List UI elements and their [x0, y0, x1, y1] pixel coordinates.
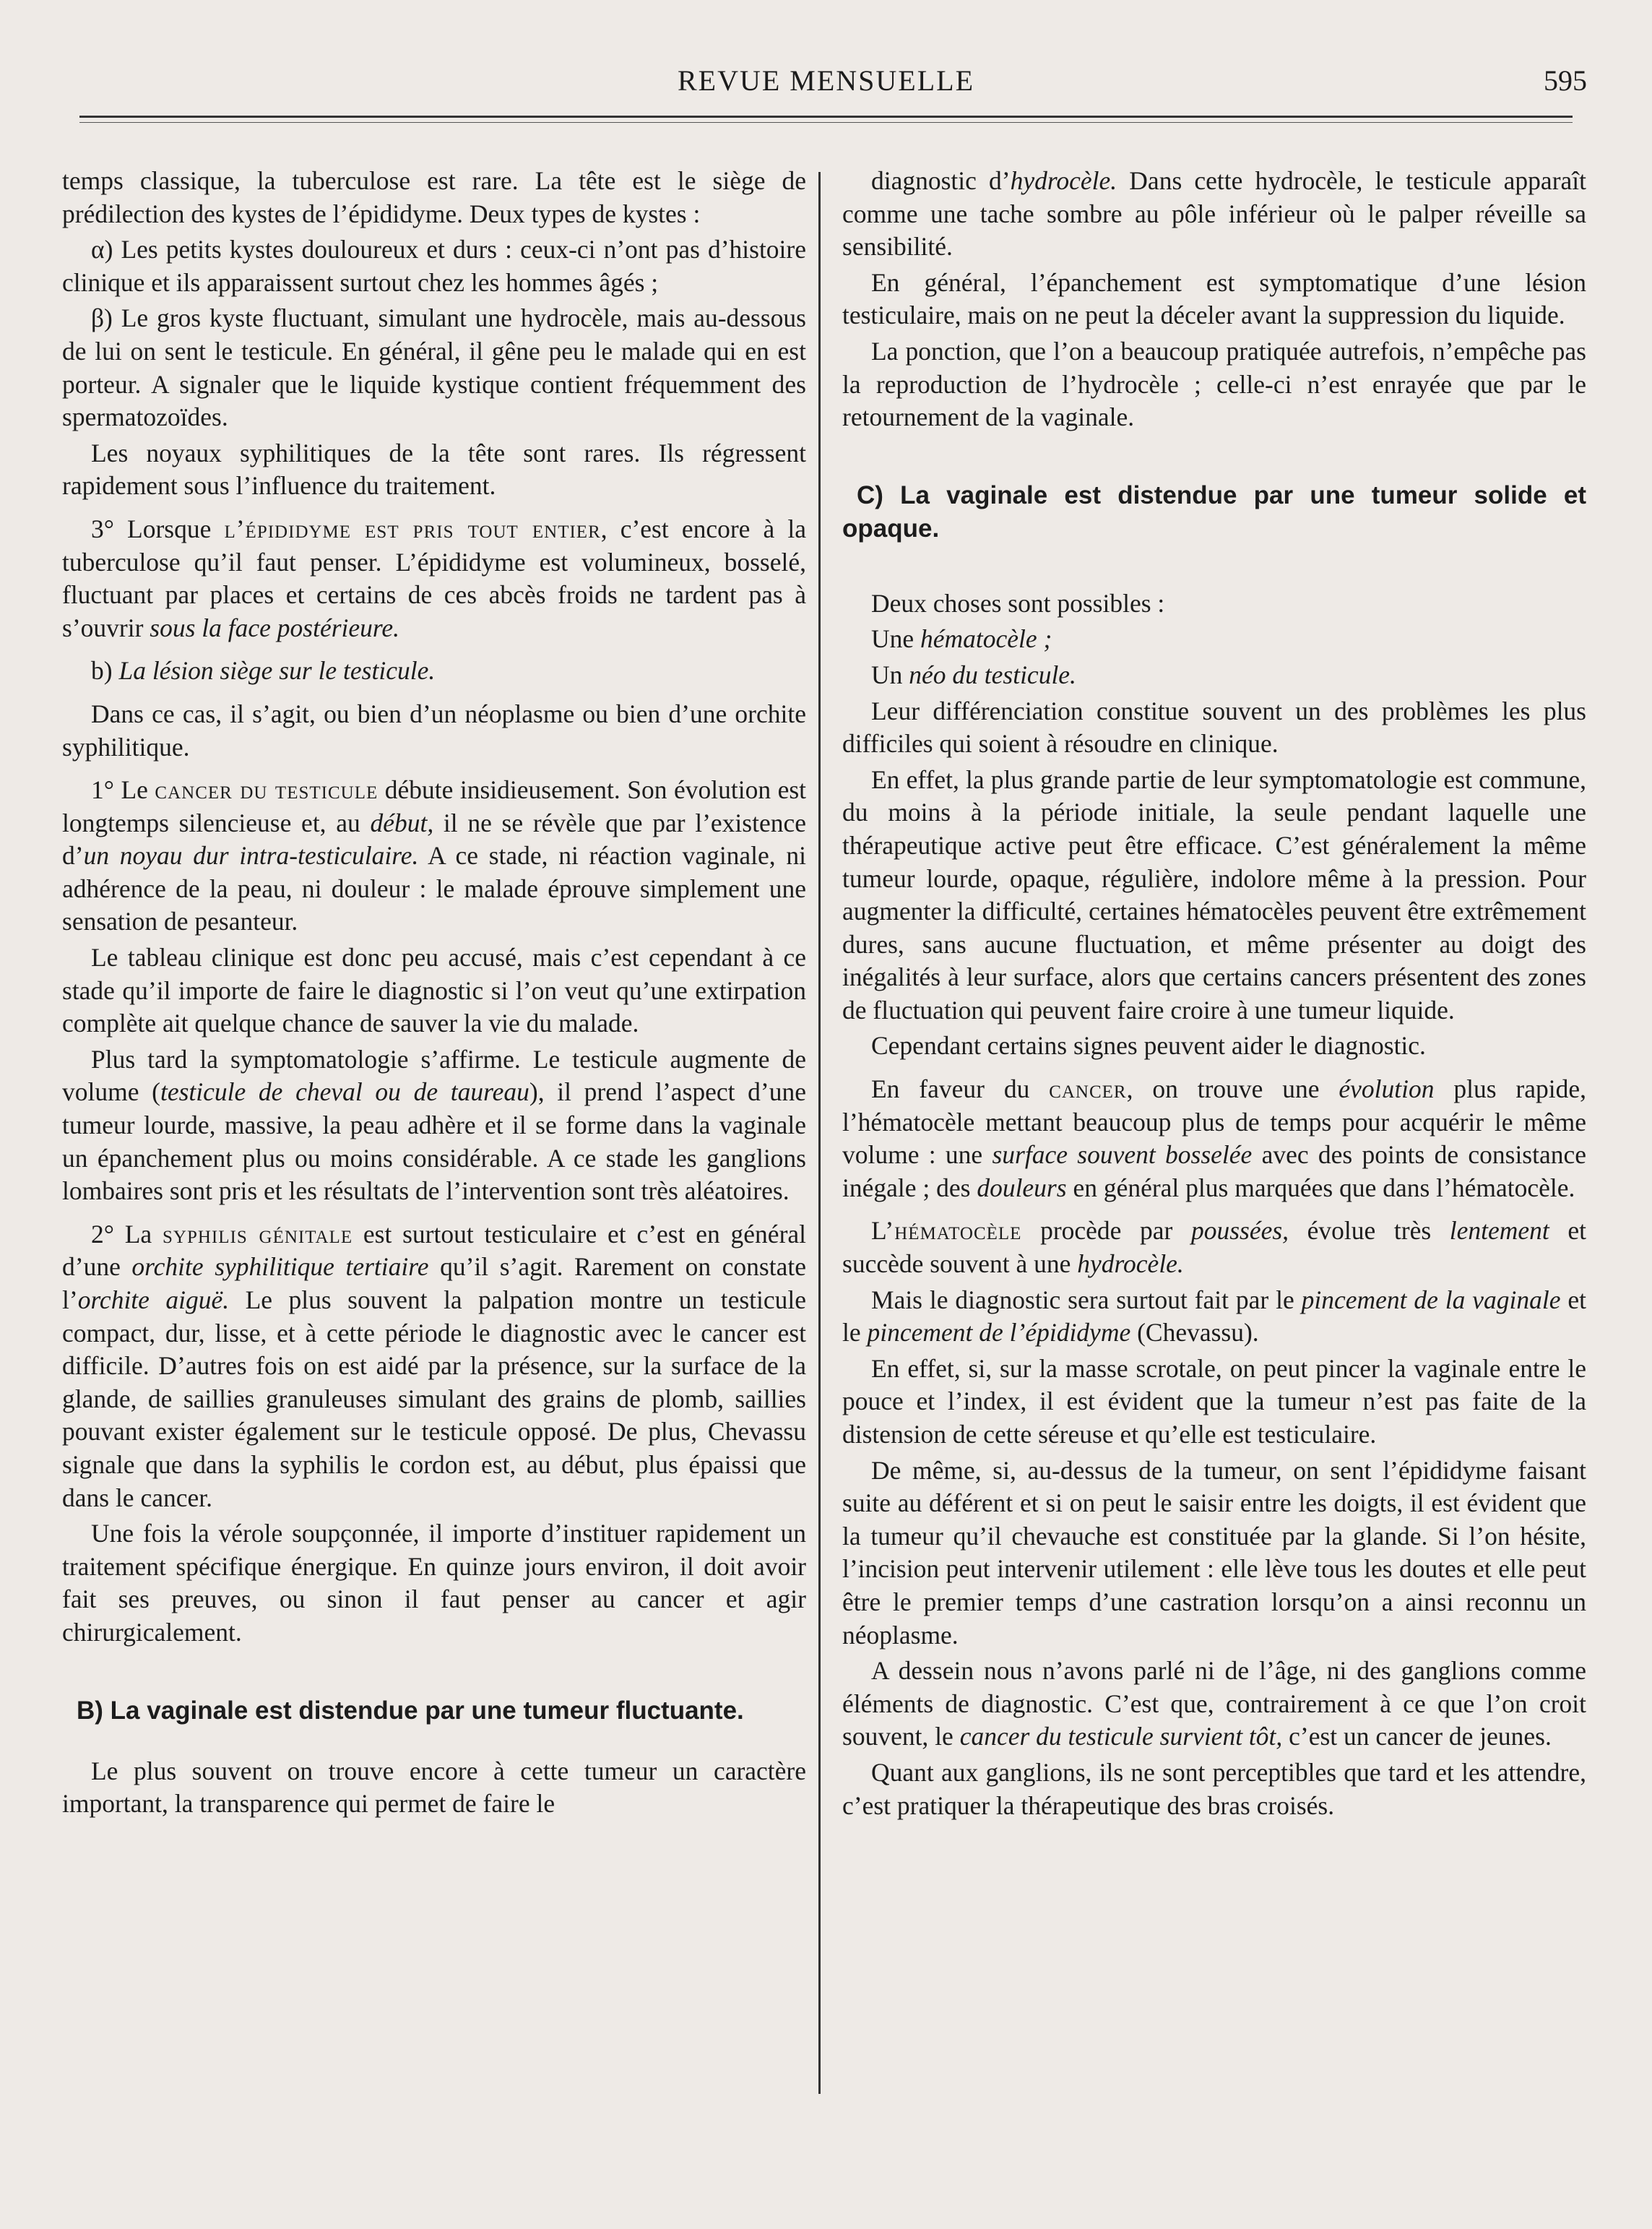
- paragraph: L’hématocèle procède par poussées, évolue très lentement et succède souvent à une hydrocèle.: [842, 1216, 1586, 1279]
- small-caps-term: cancer: [1049, 1074, 1127, 1104]
- right-column: [842, 165, 1586, 1825]
- paragraph: La ponction, que l’on a beaucoup pratiquée autrefois, n’empêche pas la reproduction de l’hydrocèle ; celle-ci n’est enrayée que par le retournement de la vaginale.: [842, 336, 1586, 432]
- paragraph: En faveur du cancer, on trouve une évolution plus rapide, l’hématocèle mettant beaucoup plus de temps pour acquérir le même volume : une surface souvent bosselée avec des points de consistance inégale ; des douleurs en général plus marquées que dans l’hématocèle.: [842, 1074, 1586, 1202]
- paragraph: Plus tard la symptomatologie s’affirme. Le testicule augmente de volume (testicule de cheval ou de taureau), il prend l’aspect d’une tumeur lourde, massive, la peau adhère et il se forme dans la vaginale un épanchement plus ou moins considérable. A ce stade les ganglions lombaires sont pris et les résultats de l’intervention sont très aléatoires.: [62, 1044, 806, 1206]
- small-caps-term: syphilis génitale: [162, 1219, 353, 1249]
- small-caps-term: l’épididyme est pris tout entier: [224, 514, 601, 543]
- paragraph: Le tableau clinique est donc peu accusé, mais c’est cependant à ce stade qu’il importe de faire le diagnostic si l’on veut qu’une extirpation complète ait quelque chance de sauver la vie du malade.: [62, 943, 806, 1038]
- paragraph: Deux choses sont possibles :: [871, 588, 1165, 618]
- paragraph: β) Le gros kyste fluctuant, simulant une hydrocèle, mais au-dessous de lui on sent le testicule. En général, il gêne peu le malade qui en est porteur. A signaler que le liquide kystique contient fréquemment des spermatozoïdes.: [62, 303, 806, 432]
- page-number: 595: [1544, 64, 1587, 97]
- small-caps-term: cancer du testicule: [155, 775, 379, 805]
- paragraph: En général, l’épanchement est symptomatique d’une lésion testiculaire, mais on ne peut la déceler avant la suppression du liquide.: [842, 267, 1586, 330]
- running-header-title: REVUE MENSUELLE: [677, 64, 975, 97]
- paragraph: diagnostic d’hydrocèle. Dans cette hydrocèle, le testicule apparaît comme une tache sombre au pôle inférieur où le palper réveille sa sensibilité.: [842, 166, 1586, 262]
- paragraph: 2° La syphilis génitale est surtout testiculaire et c’est en général d’une orchite syphilitique tertiaire qu’il s’agit. Rarement on constate l’orchite aiguë. Le plus souvent la palpation montre un testicule compact, dur, lisse, et à cette période le diagnostic avec le cancer est difficile. D’autres fois on est aidé par la présence, sur la surface de la glande, de saillies granuleuses simulant des grains de plomb, saillies pouvant exister également sur le testicule opposé. De plus, Chevassu signale que dans la syphilis le cordon est, au début, plus épaissi que dans le cancer.: [62, 1219, 807, 1512]
- paragraph: Leur différenciation constitue souvent un des problèmes les plus difficiles qui soient à résoudre en clinique.: [842, 696, 1586, 759]
- paragraph: Un néo du testicule.: [871, 660, 1076, 689]
- paragraph: temps classique, la tuberculose est rare. La tête est le siège de prédilection des kystes de l’épididyme. Deux types de kystes :: [62, 166, 806, 228]
- paragraph: Dans ce cas, il s’agit, ou bien d’un néoplasme ou bien d’une orchite syphilitique.: [62, 699, 806, 762]
- paragraph: Une fois la vérole soupçonnée, il importe d’instituer rapidement un traitement spécifique énergique. En quinze jours environ, il doit avoir fait ses preuves, ou sinon il faut penser au cancer et agir chirurgicalement.: [62, 1519, 806, 1647]
- section-heading: B) La vaginale est distendue par une tumeur fluctuante.: [77, 1696, 744, 1725]
- left-column: [62, 165, 806, 1824]
- paragraph: En effet, la plus grande partie de leur symptomatologie est commune, du moins à la période initiale, la seule pendant laquelle une thérapeutique active peut être efficace. C’est généralement la même tumeur lourde, opaque, régulière, indolore même à la pression. Pour augmenter la difficulté, certaines hématocèles peuvent être extrêmement dures, sans aucune fluctuation, et même présenter au doigt des inégalités à leur surface, alors que certains cancers présentent des zones de fluctuation qui peuvent faire croire à une tumeur liquide.: [842, 764, 1586, 1025]
- paragraph: Mais le diagnostic sera surtout fait par le pincement de la vaginale et le pincement de l’épididyme (Chevassu).: [842, 1285, 1586, 1348]
- paragraph: α) Les petits kystes douloureux et durs : ceux-ci n’ont pas d’histoire clinique et ils apparaissent surtout chez les hommes âgés ;: [62, 235, 806, 297]
- paragraph: Le plus souvent on trouve encore à cette tumeur un caractère important, la transparence qui permet de faire le: [62, 1756, 806, 1819]
- paragraph: Une hématocèle ;: [871, 624, 1052, 654]
- paragraph: En effet, si, sur la masse scrotale, on peut pincer la vaginale entre le pouce et l’index, il est évident que la tumeur n’est pas faite de la distension de cette séreuse et qu’elle est testiculaire.: [842, 1353, 1586, 1449]
- paragraph: Quant aux ganglions, ils ne sont perceptibles que tard et les attendre, c’est pratiquer la thérapeutique des bras croisés.: [842, 1757, 1586, 1820]
- subheading: b) La lésion siège sur le testicule.: [91, 656, 436, 686]
- section-heading: C) La vaginale est distendue par une tumeur solide et opaque.: [842, 480, 1586, 543]
- paragraph: De même, si, au-dessus de la tumeur, on sent l’épididyme faisant suite au déférent et si on peut le saisir entre les doigts, il est évident que la tumeur qu’il chevauche est constituée par la glande. Si l’on hésite, l’incision peut intervenir utilement : elle lève tous les doutes et elle peut être le premier temps d’une castration lorsqu’on a ainsi reconnu un néoplasme.: [842, 1455, 1586, 1650]
- column-divider: [818, 172, 821, 2094]
- small-caps-term: L’hématocèle: [871, 1216, 1022, 1246]
- paragraph: A dessein nous n’avons parlé ni de l’âge, ni des ganglions comme éléments de diagnostic. C’est que, contrairement à ce que l’on croit souvent, le cancer du testicule survient tôt, c’est un cancer de jeunes.: [842, 1656, 1586, 1751]
- paragraph: Cependant certains signes peuvent aider le diagnostic.: [871, 1031, 1426, 1061]
- header-rule: [79, 116, 1573, 123]
- paragraph: 3° Lorsque l’épididyme est pris tout entier, c’est encore à la tuberculose qu’il faut penser. L’épididyme est volumineux, bosselé, fluctuant par places et certains de ces abcès froids ne tardent pas à s’ouvrir sous la face postérieure.: [62, 514, 806, 642]
- paragraph: Les noyaux syphilitiques de la tête sont rares. Ils régressent rapidement sous l’influence du traitement.: [62, 438, 806, 501]
- paragraph: 1° Le cancer du testicule débute insidieusement. Son évolution est longtemps silencieuse et, au début, il ne se révèle que par l’existence d’un noyau dur intra-testiculaire. A ce stade, ni réaction vaginale, ni adhérence de la peau, ni douleur : le malade éprouve simplement une sensation de pesanteur.: [62, 775, 807, 936]
